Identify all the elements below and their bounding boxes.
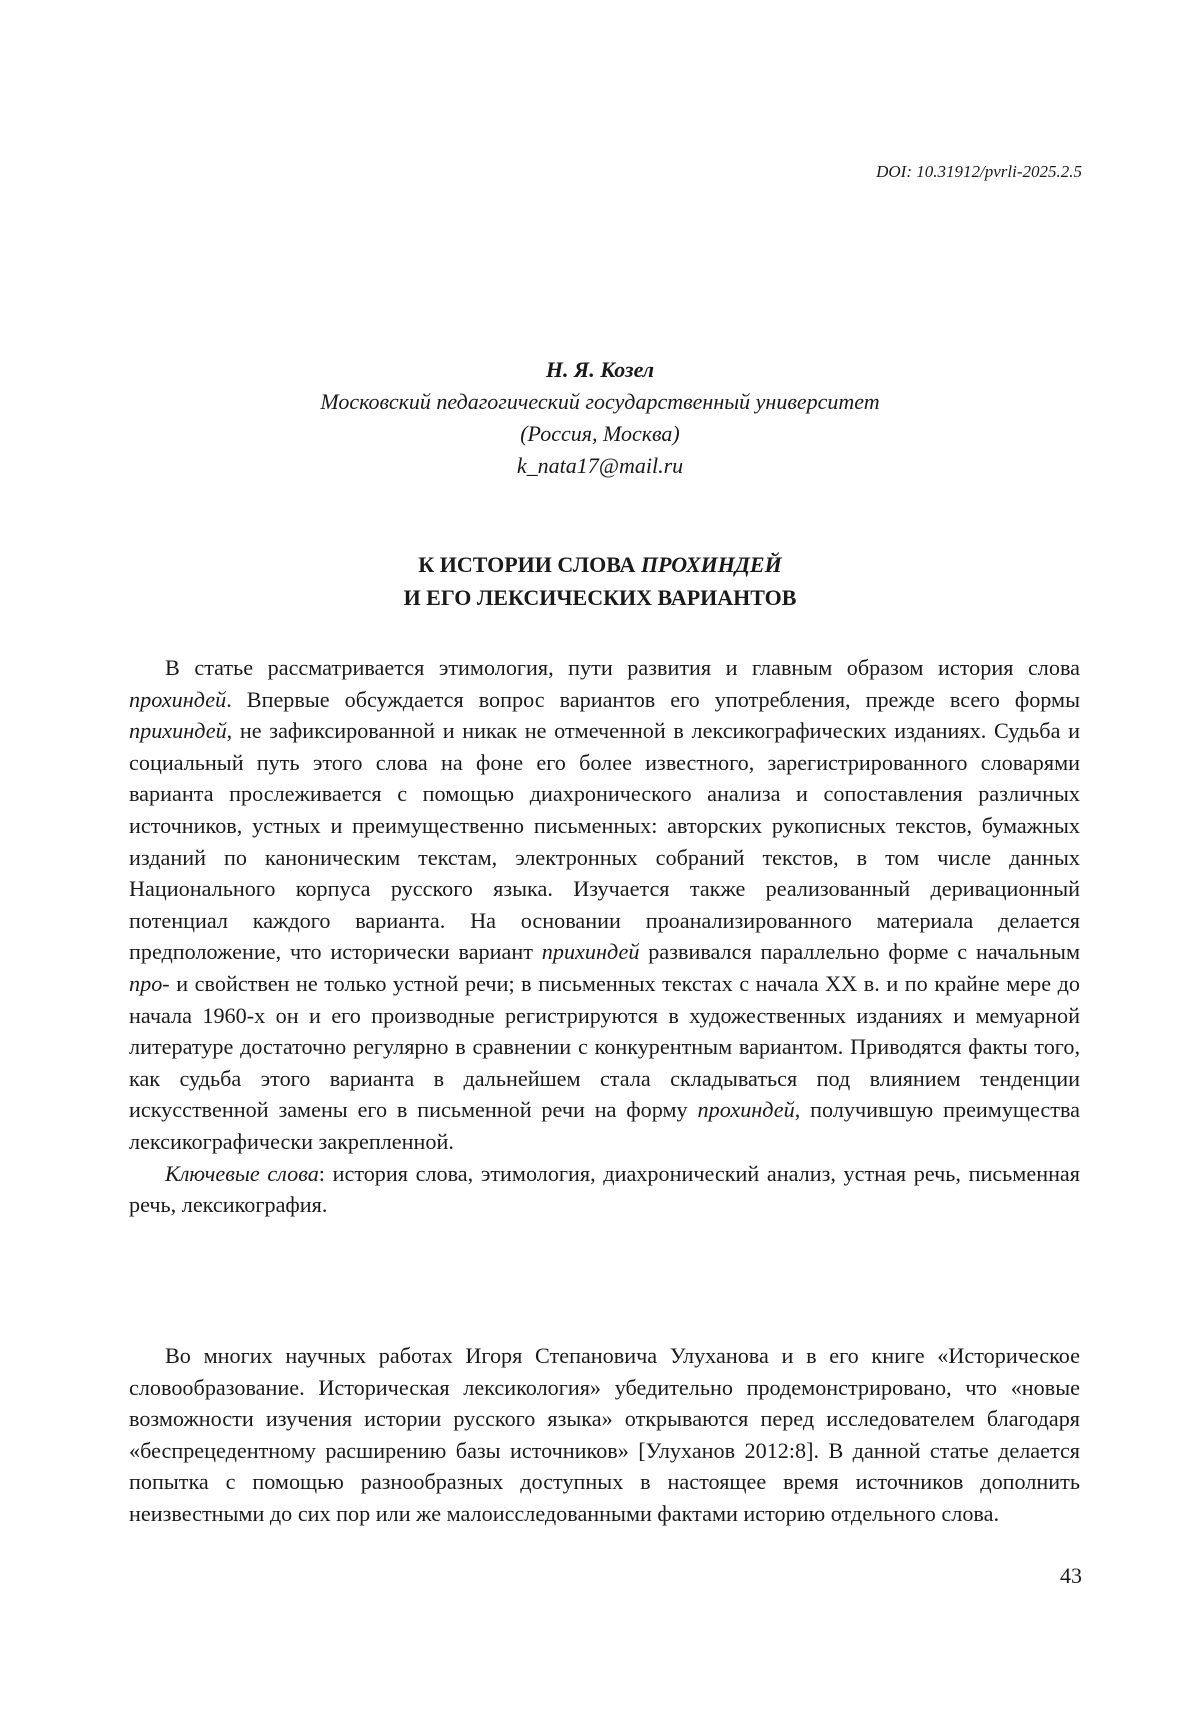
abstract-term-3: прихиндей — [541, 939, 640, 965]
title-line-1 — [130, 548, 1070, 581]
author-location: (Россия, Москва) — [520, 421, 680, 446]
abstract-text-3: , не зафиксированной и никак не отмеченной в лексикографических изданиях. Судьба и социальный путь этого слова на фоне его более известного, зарегистрированного словарями варианта прослеживается с помощью диахронического анализа и сопоставления различных источников, устных и преимущественно письменных: авторских рукописных текстов, бумажных изданий по каноническим текстам, электронных собраний текстов, в том числе данных Национального корпуса русского языка. Изучается также реализованный деривационный потенциал каждого варианта. На основании проанализированного материала делается предположение, что исторически вариант — [129, 718, 1080, 965]
keywords-text: : история слова, этимология, диахронический анализ, устная речь, письменная речь, лексикография. — [129, 1160, 1080, 1218]
author-email: k_nata17@mail.ru — [516, 453, 684, 478]
article-title — [130, 548, 1070, 614]
page-number: 43 — [1060, 1563, 1082, 1588]
doi-line: DOI: 10.31912/pvrli-2025.2.5 — [876, 162, 1082, 181]
author-block — [130, 354, 1070, 482]
title-keyword: ПРОХИНДЕЙ — [640, 552, 782, 577]
author-name: Н. Я. Козел — [545, 357, 655, 382]
keywords-label: Ключевые слова — [165, 1160, 319, 1186]
title-line-1-text: К ИСТОРИИ СЛОВА — [418, 552, 641, 577]
abstract-text-6: , получившую преимущества лексикографически закрепленной. — [129, 1097, 1080, 1154]
body-text — [129, 1340, 1080, 1530]
abstract-term-1: прохиндей — [129, 686, 227, 712]
abstract-text-4: развивался параллельно форме с начальным — [639, 939, 1080, 965]
body-paragraph-1: Во многих научных работах Игоря Степановича Улуханова и в его книге «Историческое словообразование. Историческая лексикология» убедительно продемонстрировано, что «новые возможности изучения истории русского языка» открываются перед исследователем благодаря «беспрецедентному расширению базы источников» [Улуханов 2012:8]. В данной статье делается попытка с помощью разнообразных доступных в настоящее время источников дополнить неизвестными до сих пор или же малоисследованными фактами историю отдельного слова. — [129, 1343, 1080, 1526]
abstract-text-2: . Впервые обсуждается вопрос вариантов его употребления, прежде всего формы — [226, 686, 1080, 712]
abstract — [129, 652, 1080, 1221]
abstract-text-1: В статье рассматривается этимология, пути развития и главным образом история слова — [165, 655, 1080, 680]
abstract-term-5: прохиндей — [697, 1097, 795, 1123]
title-line-2: И ЕГО ЛЕКСИЧЕСКИХ ВАРИАНТОВ — [403, 585, 797, 610]
author-affiliation: Московский педагогический государственный университет — [320, 389, 880, 414]
abstract-term-2: прихиндей — [129, 718, 227, 744]
keywords-paragraph — [129, 1158, 1080, 1221]
abstract-text-5: и свойствен не только устной речи; в письменных текстах с начала XX в. и по крайне мере до начала 1960-х он и его производные регистрируются в художественных изданиях и мемуарной литературе достаточно регулярно в сравнении с конкурентным вариантом. Приводятся факты того, как судьба этого варианта в дальнейшем стала складываться под влиянием тенденции искусственной замены его в письменной речи на форму — [129, 970, 1080, 1123]
abstract-paragraph — [129, 652, 1080, 1158]
abstract-term-4: про- — [129, 970, 170, 996]
